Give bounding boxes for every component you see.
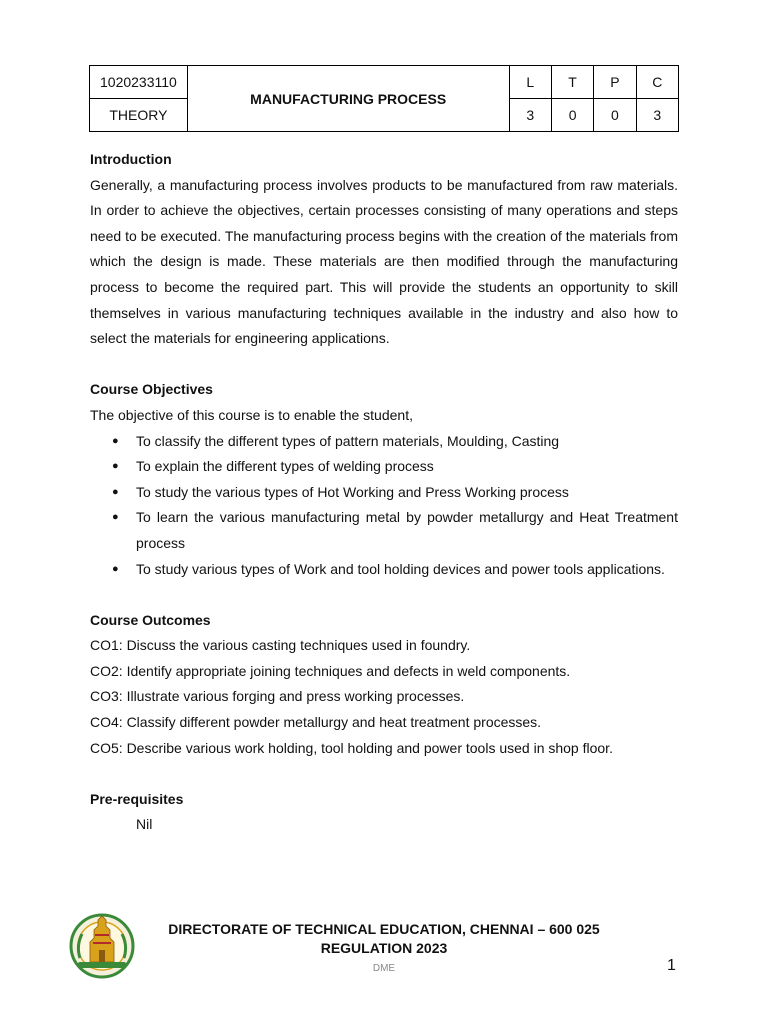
objectives-heading: Course Objectives [90,381,213,398]
bullet-icon: ● [112,485,119,498]
outcomes-heading: Course Outcomes [90,611,211,628]
ltpc-value-c: 3 [636,99,678,132]
bullet-icon: ● [112,460,119,473]
introduction-text: Generally, a manufacturing process involves products to be manufactured from raw materials. In order to achieve the objectives, certain processes consisting of many operations and steps need to be executed. The manufacturing process begins with the creation of the materials from which the design is made. These materials are then modified through the manufacturing process to become the required part. This will provide the students an opportunity to skill themselves in various manufacturing techniques available in the industry and also how to select the materials for engineering applications. [90,176,678,347]
bullet-icon: ● [112,434,119,447]
list-item: ● To study various types of Work and tool holding devices and power tools applications. [90,557,678,583]
ltpc-value-t: 0 [551,99,593,132]
introduction-heading: Introduction [90,151,172,167]
objectives-intro: The objective of this course is to enable the student, [90,406,413,423]
prerequisites-value: Nil [136,816,153,833]
page-number: 1 [667,957,676,974]
ltpc-header-p: P [594,66,636,99]
table-row [90,66,679,99]
footer-directorate: DIRECTORATE OF TECHNICAL EDUCATION, CHENNAI – 600 025 [168,921,600,937]
ltpc-header-c: C [636,66,678,99]
list-item: ● To study the various types of Hot Working and Press Working process [90,480,678,506]
list-item: ● To learn the various manufacturing metal by powder metallurgy and Heat Treatment process [90,505,678,556]
course-title: MANUFACTURING PROCESS [187,66,509,132]
outcome-item: CO2: Identify appropriate joining techniques and defects in weld components. [90,662,571,679]
outcome-item: CO4: Classify different powder metallurgy and heat treatment processes. [90,714,542,731]
prerequisites-heading: Pre-requisites [90,790,184,807]
footer-regulation: REGULATION 2023 [320,940,448,956]
ltpc-value-l: 3 [509,99,551,132]
ltpc-value-p: 0 [594,99,636,132]
ltpc-header-l: L [509,66,551,99]
course-type: THEORY [90,99,188,132]
list-item: ● To explain the different types of welding process [90,454,678,480]
document-body [90,147,678,838]
ltpc-header-t: T [551,66,593,99]
objectives-list [90,429,678,583]
outcome-item: CO1: Discuss the various casting techniques used in foundry. [90,637,471,654]
outcome-item: CO5: Describe various work holding, tool holding and power tools used in shop floor. [90,739,613,756]
list-item: ● To classify the different types of pattern materials, Moulding, Casting [90,429,678,455]
footer-dme-label: DME [372,963,396,974]
course-code: 1020233110 [90,66,188,99]
bullet-icon: ● [112,511,119,524]
outcome-item: CO3: Illustrate various forging and press working processes. [90,688,465,705]
bullet-icon: ● [112,562,119,575]
course-header-table [89,65,679,132]
